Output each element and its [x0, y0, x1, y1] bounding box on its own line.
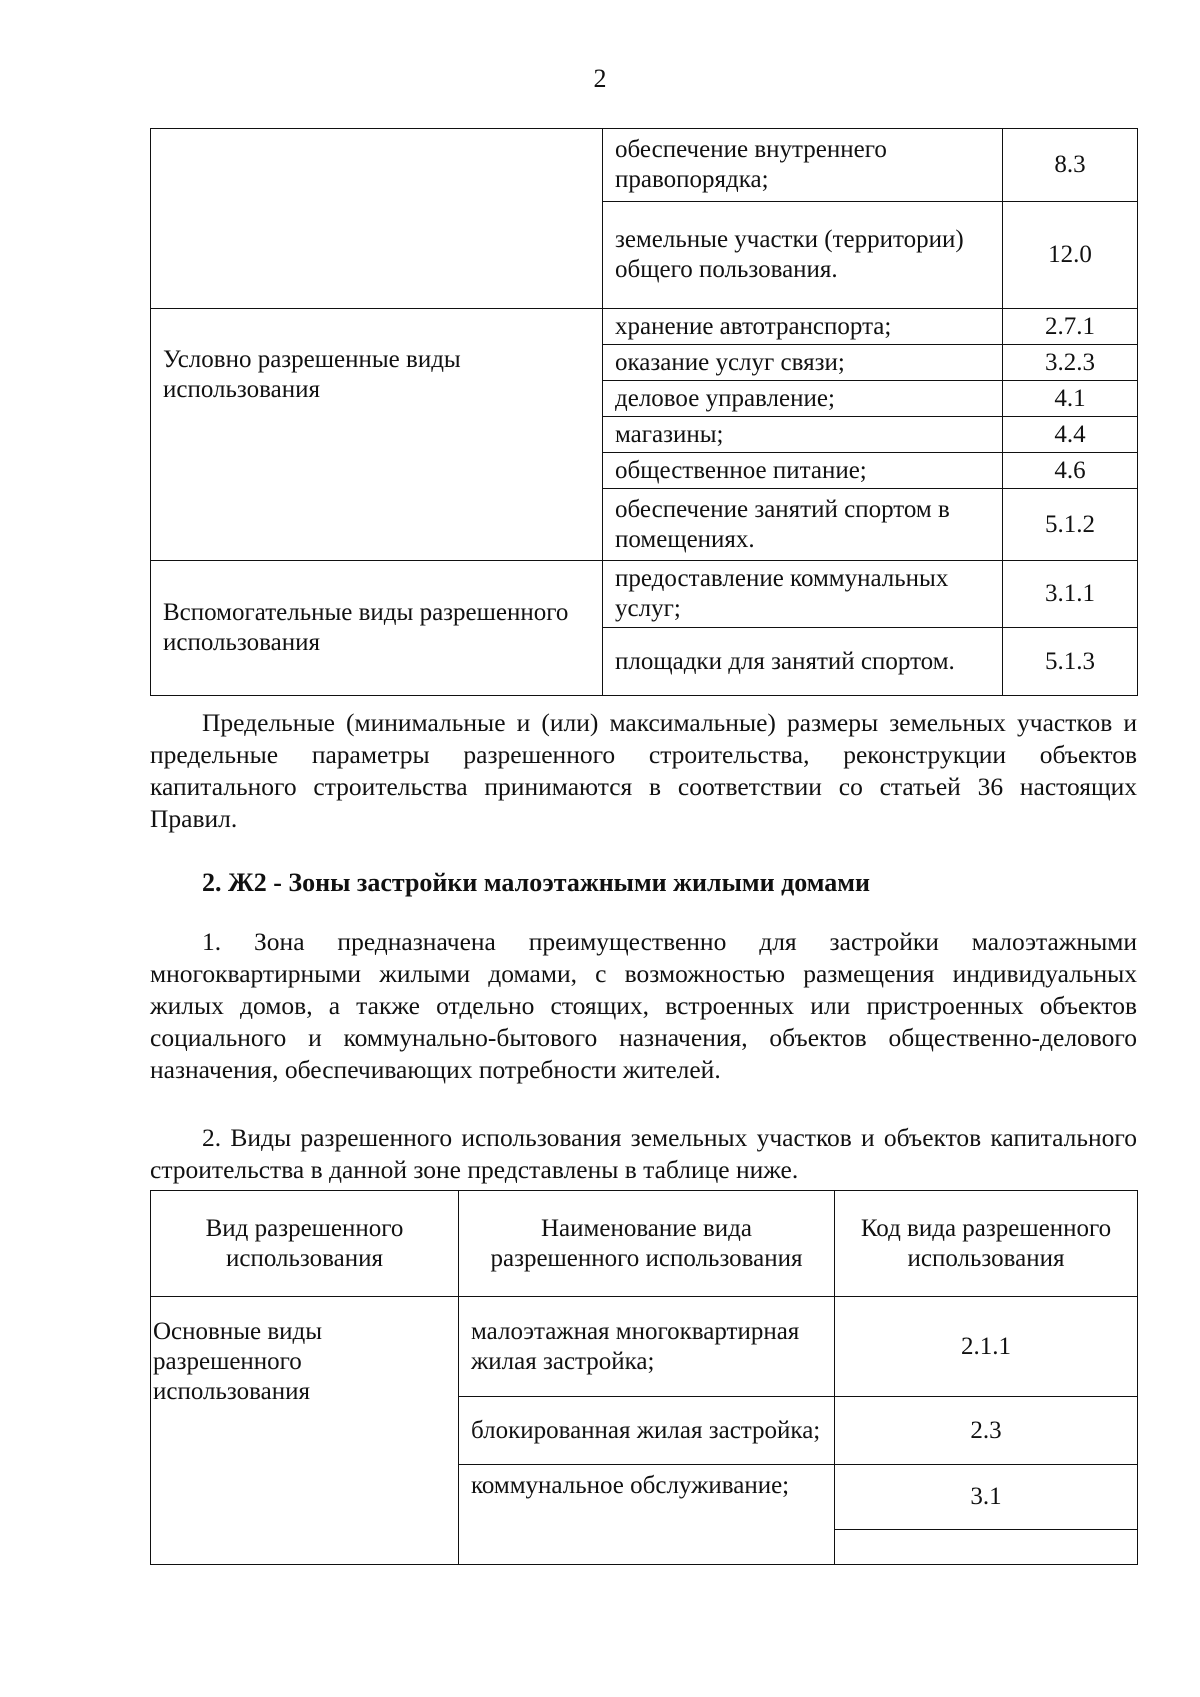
- header-use-name: Наименование вида разрешенного использования: [459, 1191, 835, 1297]
- use-name-cell: оказание услуг связи;: [603, 345, 1003, 381]
- use-code-cell: 8.3: [1003, 129, 1138, 202]
- use-code-cell: 12.0: [1003, 202, 1138, 309]
- use-code-cell: 2.1.1: [835, 1297, 1138, 1397]
- page-number: 2: [593, 64, 607, 93]
- table-header-row: [151, 1191, 1138, 1297]
- land-use-table-continued: [150, 128, 1138, 696]
- use-code-cell: 2.3: [835, 1397, 1138, 1465]
- use-name-cell: магазины;: [603, 417, 1003, 453]
- use-name-cell: малоэтажная многоквартирная жилая застройка;: [459, 1297, 835, 1397]
- header-use-type: Вид разрешенного использования: [151, 1191, 459, 1297]
- table-row: [151, 561, 1138, 628]
- section-heading: 2. Ж2 - Зоны застройки малоэтажными жилыми домами: [202, 868, 870, 897]
- use-name-cell: обеспечение внутреннего правопорядка;: [603, 129, 1003, 202]
- use-code-cell: 5.1.2: [1003, 489, 1138, 561]
- use-name-cell: хранение автотранспорта;: [603, 309, 1003, 345]
- use-code-cell: 5.1.3: [1003, 628, 1138, 696]
- use-code-cell: 3.2.3: [1003, 345, 1138, 381]
- category-label: Условно разрешенные виды использования: [163, 345, 461, 403]
- use-name-cell: коммунальное обслуживание;: [459, 1465, 835, 1565]
- use-code-cell: [835, 1465, 1138, 1565]
- use-code-cell: 4.6: [1003, 453, 1138, 489]
- use-code-cell: 4.4: [1003, 417, 1138, 453]
- use-code-cell: 3.1.1: [1003, 561, 1138, 628]
- table-intro-paragraph: 2. Виды разрешенного использования земельных участков и объектов капитального строительства в данной зоне представлены в таблице ниже.: [150, 1123, 1137, 1184]
- category-cell-empty: [151, 129, 603, 309]
- category-cell-auxiliary: Вспомогательные виды разрешенного использования: [151, 561, 603, 696]
- use-name-cell: площадки для занятий спортом.: [603, 628, 1003, 696]
- category-cell-conditional: [151, 309, 603, 561]
- category-cell-main: Основные виды разрешенного использования: [151, 1297, 459, 1565]
- use-name-cell: предоставление коммунальных услуг;: [603, 561, 1003, 628]
- use-code-value: 3.1: [835, 1465, 1137, 1530]
- use-name-cell: земельные участки (территории) общего пользования.: [603, 202, 1003, 309]
- use-code-cell: 2.7.1: [1003, 309, 1138, 345]
- table-row: [151, 309, 1138, 345]
- table-row: [151, 1297, 1138, 1397]
- use-name-cell: блокированная жилая застройка;: [459, 1397, 835, 1465]
- limits-paragraph: Предельные (минимальные и (или) максимальные) размеры земельных участков и предельные параметры разрешенного строительства, реконструкции объектов капитального строительства принимаются в соответствии со статьей 36 настоящих Правил.: [150, 708, 1137, 833]
- use-code-cell: 4.1: [1003, 381, 1138, 417]
- use-name-cell: деловое управление;: [603, 381, 1003, 417]
- zone-zh2-land-use-table: [150, 1190, 1138, 1565]
- use-name-cell: общественное питание;: [603, 453, 1003, 489]
- zone-description-paragraph: 1. Зона предназначена преимущественно для застройки малоэтажными многоквартирными жилыми домами, с возможностью размещения индивидуальных жилых домов, а также отдельно стоящих, встроенных или пристроенных объектов социального и коммунально-бытового назначения, объектов общественно-делового назначения, обеспечивающих потребности жителей.: [150, 927, 1137, 1084]
- table-row: [151, 129, 1138, 202]
- header-use-code: Код вида разрешенного использования: [835, 1191, 1138, 1297]
- use-name-cell: обеспечение занятий спортом в помещениях.: [603, 489, 1003, 561]
